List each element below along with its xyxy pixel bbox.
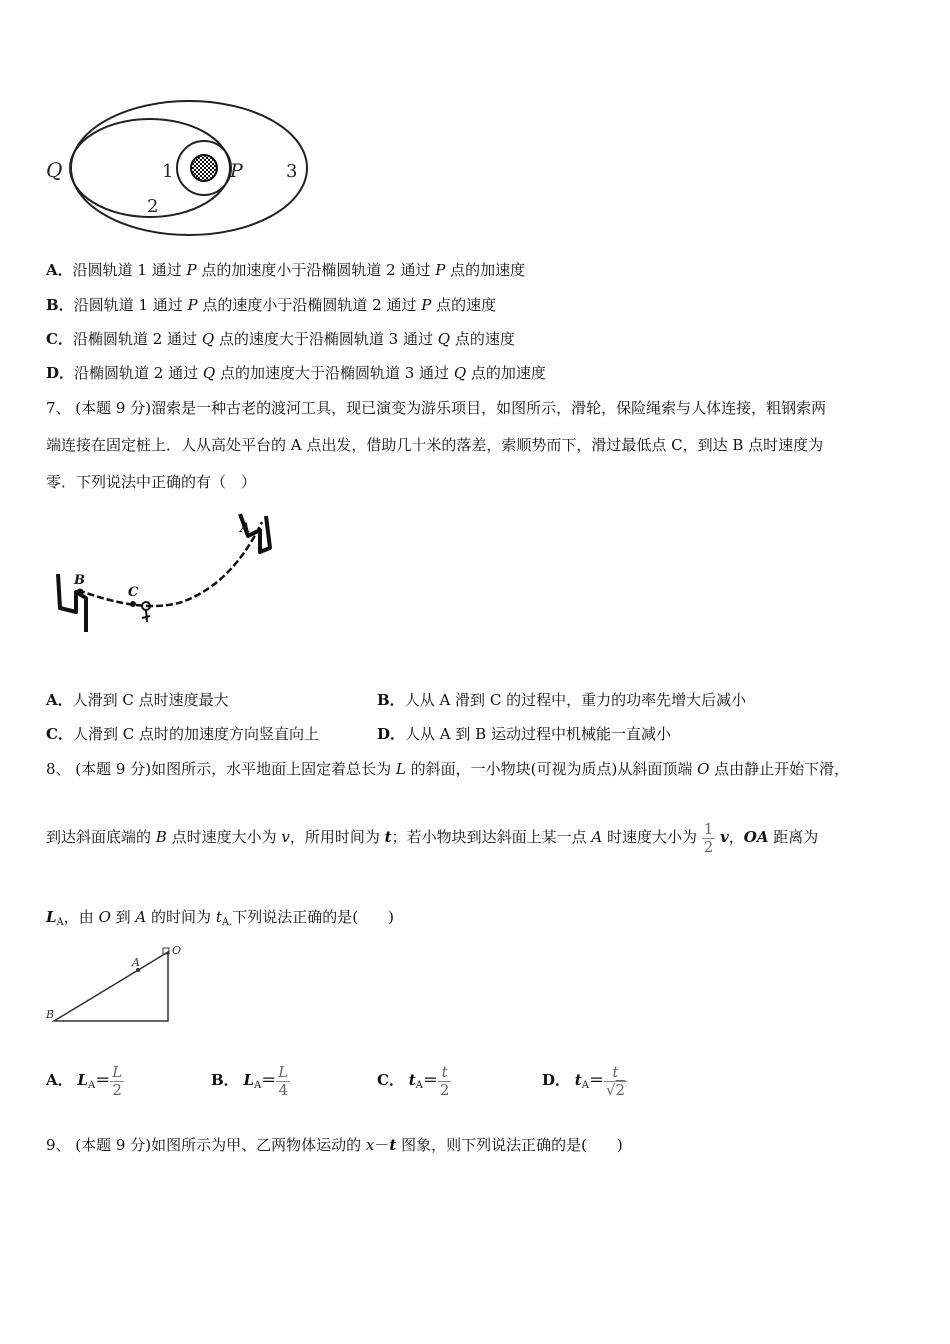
zipline-figure xyxy=(42,508,282,656)
q7-stem-line-1: 7、 (本题 9 分)溜索是一种古老的渡河工具，现已演变为游乐项目，如图所示，滑轮，保险绳索与人体连接，粗钢索两 xyxy=(46,399,827,417)
zipline-label-b: B xyxy=(74,573,85,588)
incline-triangle xyxy=(54,952,168,1021)
q8-stem-line-1: 8、 (本题 9 分)如图所示，水平地面上固定着总长为 L 的斜面，一小物块(可视为质点)从斜面顶端 O 点由静止开始下滑， xyxy=(46,760,850,778)
q6-option-a: A．沿圆轨道 1 通过 P 点的加速度小于沿椭圆轨道 2 通过 P 点的加速度 xyxy=(46,261,526,279)
q7-option-c: C．人滑到 C 点时的加速度方向竖直向上 xyxy=(46,725,319,743)
orbit-label-p: P xyxy=(230,160,243,182)
orbit-label-q: Q xyxy=(46,158,63,182)
orbit-figure xyxy=(40,95,320,245)
q7-option-b: B．人从 A 滑到 C 的过程中，重力的功率先增大后减小 xyxy=(377,691,747,709)
q8-option-b: B． $L_A=$ $\frac{L}{4}$ xyxy=(211,1062,289,1099)
q6-option-c: C．沿椭圆轨道 2 通过 Q 点的速度大于沿椭圆轨道 3 通过 Q 点的速度 xyxy=(46,330,515,348)
q7-option-d: D．人从 A 到 B 运动过程中机械能一直减小 xyxy=(377,725,671,743)
incline-label-o: O xyxy=(172,944,182,957)
orbit-label-2: 2 xyxy=(147,196,159,217)
zipline-cable xyxy=(78,522,262,606)
orbit-3-ellipse xyxy=(71,101,307,235)
q8-stem-line-3: $L_A$，由 O 到 A 的时间为 $t_{A.}$下列说法正确的是( ) xyxy=(46,908,394,928)
q8-option-a: A． $L_A=$ $\frac{L}{2}$ xyxy=(46,1062,123,1099)
q8-option-c: C． $t_A=$ $\frac{t}{2}$ xyxy=(377,1062,450,1099)
incline-label-b: B xyxy=(46,1008,55,1021)
q8-option-d: D． $t_A=$ $\frac{t}{√2}$ xyxy=(542,1062,626,1099)
incline-figure xyxy=(44,940,184,1028)
zipline-label-a: A xyxy=(240,521,251,536)
q8-stem-line-2: 到达斜面底端的 B 点时速度大小为 v，所用时间为 t；若小物块到达斜面上某一点 A 时速度大小为 $\frac{1}{2}$ v，OA 距离为 xyxy=(46,819,819,856)
q7-stem-line-3: 零．下列说法中正确的有（ ） xyxy=(46,473,257,491)
q9-stem: 9、 (本题 9 分)如图所示为甲、乙两物体运动的 x－t 图象，则下列说法正确的是( ) xyxy=(46,1136,623,1154)
orbit-label-1: 1 xyxy=(162,161,174,182)
sqrt-icon: √ xyxy=(605,1080,616,1099)
half-fraction: $\frac{1}{2}$ xyxy=(703,819,714,856)
zipline-label-c: C xyxy=(128,585,139,600)
q7-option-a: A．人滑到 C 点时速度最大 xyxy=(46,691,229,709)
q6-option-d: D．沿椭圆轨道 2 通过 Q 点的加速度大于沿椭圆轨道 3 通过 Q 点的加速度 xyxy=(46,364,546,382)
q7-stem-line-2: 端连接在固定桩上．人从高处平台的 A 点出发，借助几十米的落差，索顺势而下，滑过最低点 C，到达 B 点时速度为 xyxy=(46,436,824,454)
orbit-label-3: 3 xyxy=(286,161,298,182)
q6-option-b: B．沿圆轨道 1 通过 P 点的速度小于沿椭圆轨道 2 通过 P 点的速度 xyxy=(46,296,497,314)
planet-icon xyxy=(191,155,217,181)
incline-label-a: A xyxy=(132,956,140,969)
